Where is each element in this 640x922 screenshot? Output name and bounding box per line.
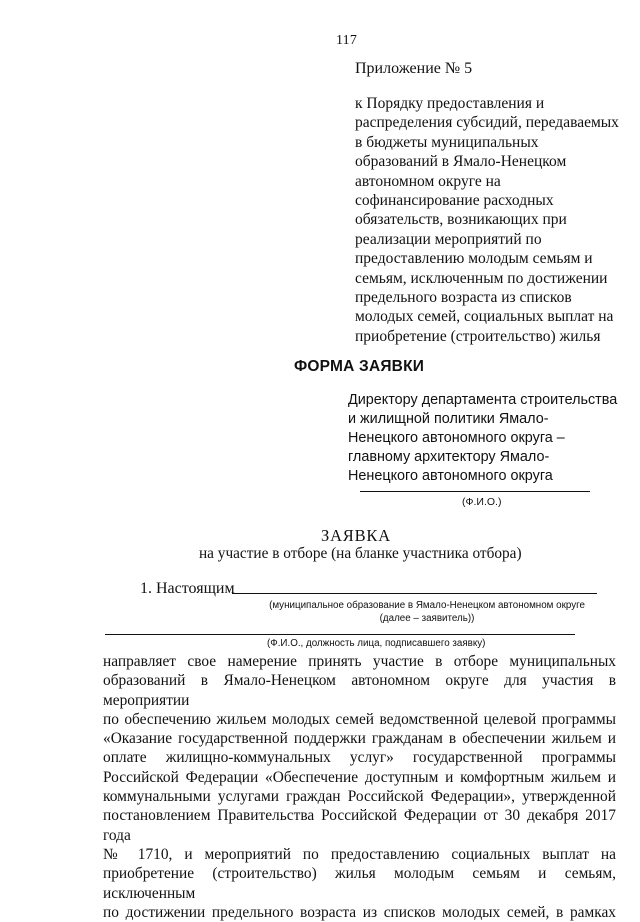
fio-underline xyxy=(360,491,590,492)
signer-underline xyxy=(105,634,575,635)
addressee-block xyxy=(348,391,618,486)
addressee-line: Ненецкого автономного округа – xyxy=(348,430,565,446)
body-line: коммунальными услугами граждан Российской Федерации», утвержденной xyxy=(103,788,616,806)
appendix-line: автономном округе на xyxy=(355,172,501,190)
municipal-caption xyxy=(262,599,592,625)
appendix-text xyxy=(355,94,619,346)
appendix-line: в бюджеты муниципальных xyxy=(355,133,539,151)
appendix-line: софинансирование расходных xyxy=(355,192,554,210)
appendix-line: к Порядку предоставления и xyxy=(355,95,545,112)
page-number: 117 xyxy=(336,33,358,48)
appendix-line: предоставлению молодым семьям и xyxy=(355,250,593,268)
appendix-line: образований в Ямало-Ненецком xyxy=(355,153,567,171)
body-line: «Оказание государственной поддержки гражданам в обеспечении жильем и xyxy=(103,730,616,748)
body-line: образований в Ямало-Ненецком автономном округе для участия в мероприятии xyxy=(103,672,616,709)
body-line: № 1710, и мероприятий по предоставлению социальных выплат на xyxy=(103,845,616,863)
appendix-title: Приложение № 5 xyxy=(355,60,473,77)
application-subtitle: на участие в отборе (на бланке участника отбора) xyxy=(199,545,522,562)
appendix-line: обязательств, возникающих при xyxy=(355,211,567,229)
body-line: постановлением Правительства Российской Федерации от 30 декабря 2017 года xyxy=(103,807,616,844)
body-line: приобретение (строительство) жилья молодым семьям и семьям, исключенным xyxy=(103,865,616,902)
signer-caption: (Ф.И.О., должность лица, подписавшего заявку) xyxy=(267,638,486,649)
application-title: ЗАЯВКА xyxy=(321,526,391,545)
municipal-caption-line: (далее – заявитель)) xyxy=(379,613,475,624)
municipal-underline xyxy=(232,593,597,594)
body-line: направляет свое намерение принять участие в отборе муниципальных xyxy=(103,653,616,670)
body-line: оплате жилищно-коммунальных услуг» государственной программы xyxy=(103,749,616,767)
appendix-line: семьям, исключенным по достижении xyxy=(355,269,608,287)
appendix-line: реализации мероприятий по xyxy=(355,230,542,248)
municipal-caption-line: (муниципальное образование в Ямало-Ненецком автономном округе xyxy=(269,600,585,611)
body-text xyxy=(103,652,616,922)
appendix-line: распределения субсидий, передаваемых xyxy=(355,114,619,132)
addressee-line: главному архитектору Ямало- xyxy=(348,449,550,465)
addressee-line: Ненецкого автономного округа xyxy=(348,468,553,484)
appendix-line: приобретение (строительство) жилья xyxy=(355,327,601,345)
addressee-line: Директору департамента строительства xyxy=(348,392,618,408)
appendix-line: предельного возраста из списков xyxy=(355,289,572,307)
body-line: по достижении предельного возраста из списков молодых семей, в рамках xyxy=(103,903,616,921)
item-lead: 1. Настоящим xyxy=(140,580,235,597)
form-title: ФОРМА ЗАЯВКИ xyxy=(294,358,425,375)
body-line: по обеспечению жильем молодых семей ведомственной целевой программы xyxy=(103,710,616,728)
body-line: Российской Федерации «Обеспечение доступным и комфортным жильем и xyxy=(103,768,616,786)
addressee-line: и жилищной политики Ямало- xyxy=(348,411,549,427)
appendix-line: молодых семей, социальных выплат на xyxy=(355,308,614,326)
fio-caption: (Ф.И.О.) xyxy=(462,496,502,508)
